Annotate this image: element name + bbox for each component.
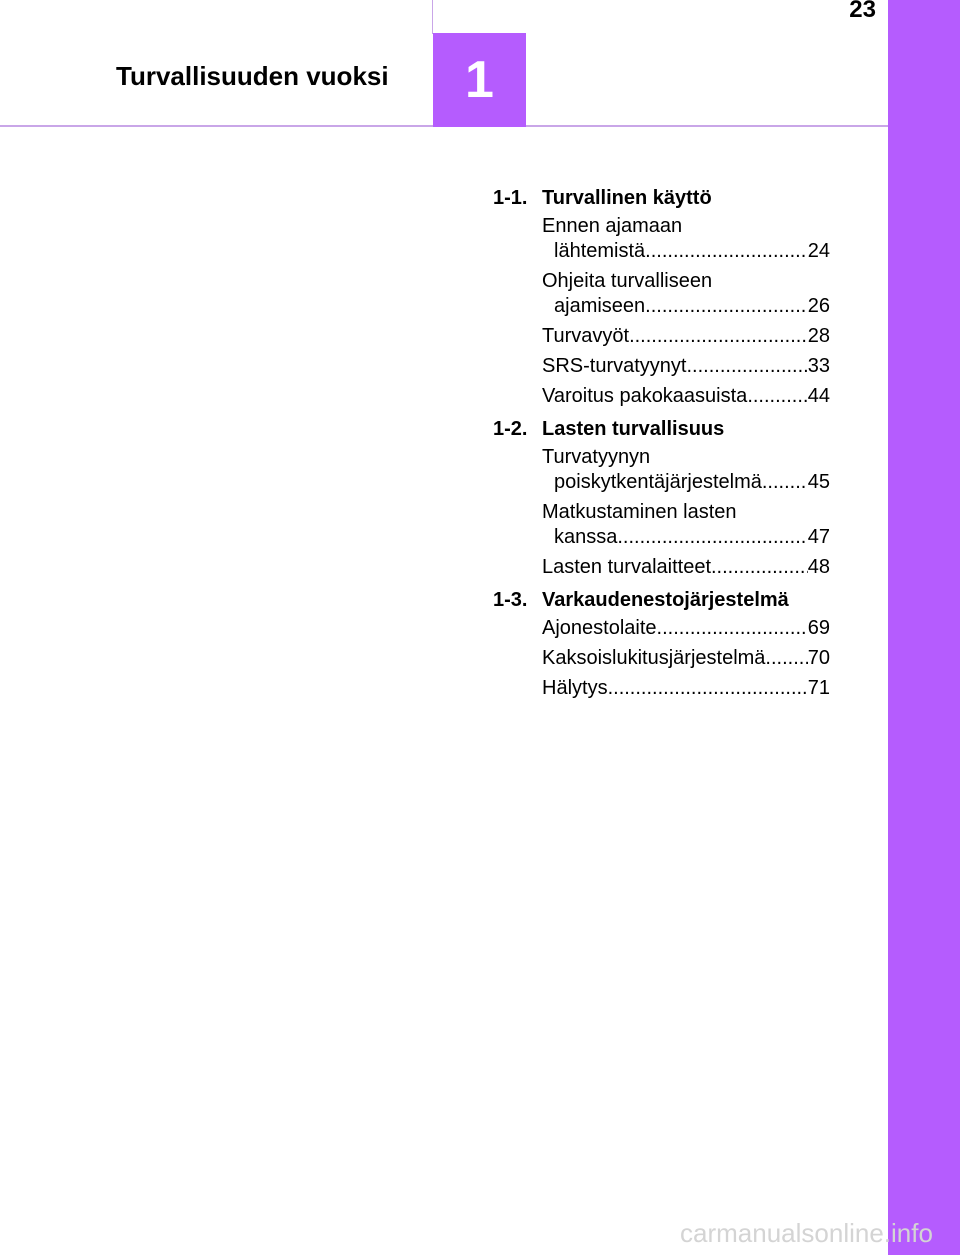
toc-entry[interactable] (542, 324, 830, 349)
entry-title-continued: kanssa (554, 526, 618, 548)
toc-entry[interactable] (542, 646, 830, 671)
section-number: 1-2. (493, 418, 528, 440)
toc-entry[interactable] (542, 445, 830, 495)
entry-page-number: 33 (807, 355, 830, 377)
entry-title-continued: poiskytkentäjärjestelmä (554, 471, 762, 493)
toc-entry[interactable] (542, 214, 830, 264)
toc-section (493, 585, 830, 701)
toc-entry[interactable] (542, 354, 830, 379)
toc-section-heading[interactable] (493, 585, 830, 615)
toc-entry[interactable] (542, 555, 830, 580)
toc-entry[interactable] (542, 269, 830, 319)
section-title: Lasten turvallisuus (542, 418, 725, 440)
watermark-text: carmanualsonline.info (680, 1218, 933, 1248)
toc-entry[interactable] (542, 500, 830, 550)
toc-section (493, 183, 830, 409)
entry-title: Kaksoislukitusjärjestelmä (542, 647, 766, 669)
entry-page-number: 45 (807, 471, 830, 493)
entry-title: Lasten turvalaitteet (542, 556, 711, 578)
chapter-side-bar (888, 0, 960, 1255)
section-title: Varkaudenestojärjestelmä (542, 589, 789, 611)
entry-page-number: 24 (807, 240, 830, 262)
chapter-title: Turvallisuuden vuoksi (116, 61, 389, 91)
entry-page-number: 70 (807, 647, 830, 669)
entry-title: Ennen ajamaan (542, 215, 683, 237)
toc-entry[interactable] (542, 616, 830, 641)
entry-page-number: 28 (807, 325, 830, 347)
entry-page-number: 69 (807, 617, 830, 639)
page-number: 23 (849, 0, 876, 23)
entry-title: Matkustaminen lasten (542, 501, 737, 523)
entry-title: Varoitus pakokaasuista (542, 385, 748, 407)
entry-title: Turvavyöt (542, 325, 630, 347)
entry-page-number: 44 (807, 385, 830, 407)
entry-page-number: 71 (807, 677, 830, 699)
entry-title-continued: ajamiseen (554, 295, 646, 317)
toc-section-heading[interactable] (493, 414, 830, 444)
table-of-contents (493, 183, 830, 706)
section-number: 1-3. (493, 589, 528, 611)
entry-page-number: 26 (807, 295, 830, 317)
entry-title: Ajonestolaite (542, 617, 657, 639)
chapter-number-tab: 1 (433, 33, 526, 127)
toc-entry[interactable] (542, 384, 830, 409)
toc-section (493, 414, 830, 580)
section-number: 1-1. (493, 187, 528, 209)
entry-title: SRS-turvatyynyt (542, 355, 687, 377)
entry-page-number: 48 (807, 556, 830, 578)
toc-section-heading[interactable] (493, 183, 830, 213)
entry-title: Hälytys (542, 677, 608, 699)
entry-title: Turvatyynyn (542, 446, 651, 468)
section-title: Turvallinen käyttö (542, 187, 712, 209)
entry-title-continued: lähtemistä (554, 240, 646, 262)
entry-page-number: 47 (807, 526, 830, 548)
entry-title: Ohjeita turvalliseen (542, 270, 713, 292)
toc-entry[interactable] (542, 676, 830, 701)
header-divider (432, 0, 433, 34)
